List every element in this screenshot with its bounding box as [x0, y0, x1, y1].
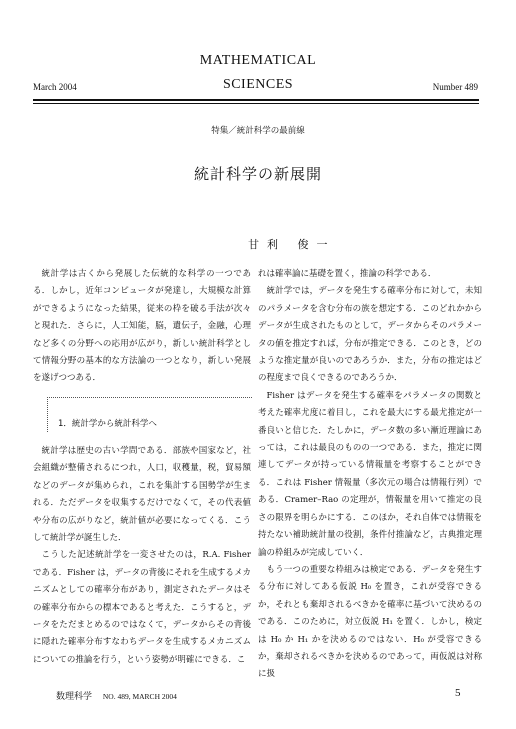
journal-title-line2: SCIENCES	[222, 77, 294, 92]
page-number: 5	[455, 687, 461, 699]
intro-paragraph: 統計学は古くから発展した伝統的な科学の一つである．しかし，近年コンピュータが発達し，大規模な計算ができるようになった結果，従来の枠を破る手法が次々と現れた．さらに，人工知能，脳，遺伝子，金融，心理など多くの分野への応用が広がり，新しい統計科学として情報分野の基本的な方法論の一つとなり，新しい発展を遂げつつある．	[33, 269, 251, 384]
journal-title-line1: MATHEMATICAL	[199, 53, 317, 68]
special-feature-label: 特集／統計科学の最前線	[211, 126, 305, 136]
body-paragraph: 統計学では，データを発生する確率分布に対して，未知のパラメータを含む分布の族を想定する．このどれかからデータが生成されたものとして，データからそのパラメータの値を推定すれば，分布が推定できる．このとき，どのような推定量が良いのであろうか．また，分布の推定はどの程度まで良くできるのであろうか．	[258, 286, 482, 384]
continuation-text: れは確率論に基礎を置く，推論の科学である．	[258, 269, 437, 279]
body-paragraph: 統計学は歴史の古い学問である．部族や国家など，社会組織が整備されるにつれ，人口，収穫量，税，貿易額などのデータが集められ，これを集計する国勢学が生まれる．ただデータを収集するだけでなくて，その代表値や分布の広がりなど，統計値が必要になってくる．こうして統計学が誕生した．	[33, 446, 251, 544]
body-paragraph: Fisher はデータを発生する確率をパラメータの関数と考えた確率尤度に着目し，これを最大にする最尤推定が一番良いと信じた．たしかに，データ数の多い漸近理論にあっては，これは最良のものの一つである．また，推定に関連してデータが持っている情報量を考察することができる．これは Fisher 情報量（多次元の場合は情報行列）である．Cramer–Rao の定理が，情報量を用いて推定の良さの限界を明らかにする．このほか，それ自体では情報を持たない補助統計量の役割，条件付推論など，古典推定理論の枠組みが完成していく．	[258, 390, 482, 558]
magazine-name: 数理科学	[56, 692, 93, 702]
body-paragraph: こうした記述統計学を一変させたのは，R.A. Fisher である．Fisher は，データの背後にそれを生成するメカニズムとしての確率分布があり，測定されたデータはその確率分布からの標本であると考えた．こうすると，データをただまとめるのではなくて，データからその背後に隠れた確率分布すなわちデータを生成するメカニズムについての推論を行う，という姿勢が明確にできる．こ	[33, 550, 251, 665]
issue-date: March 2004	[33, 82, 77, 92]
author-name: 甘利 俊一	[248, 238, 336, 251]
header-rule-thin	[33, 103, 479, 104]
body-paragraph: もう一つの重要な枠組みは検定である．データを発生する分布に対してある仮説 H₀ を置き，これが受容できるか，それとも棄却されるべきかを確率に基づいて決めるのである．このために，対立仮説 H₁ を置く．しかし，検定は H₀ か H₁ かを決めるのではない．H₀ が受容できるか，棄却されるべきかを決めるのであって，両仮説は対称に扱	[258, 564, 482, 680]
header-rule-thick	[33, 99, 479, 101]
issue-number: Number 489	[432, 82, 478, 92]
left-column-body	[33, 443, 251, 669]
article-title: 統計科学の新展開	[193, 165, 322, 183]
intro-abstract	[33, 266, 251, 388]
right-column-body	[258, 266, 482, 684]
issue-info: NO. 489, MARCH 2004	[102, 692, 177, 701]
footer-magazine	[56, 689, 177, 702]
section-heading: 1．統計学から統計科学へ	[58, 419, 157, 429]
